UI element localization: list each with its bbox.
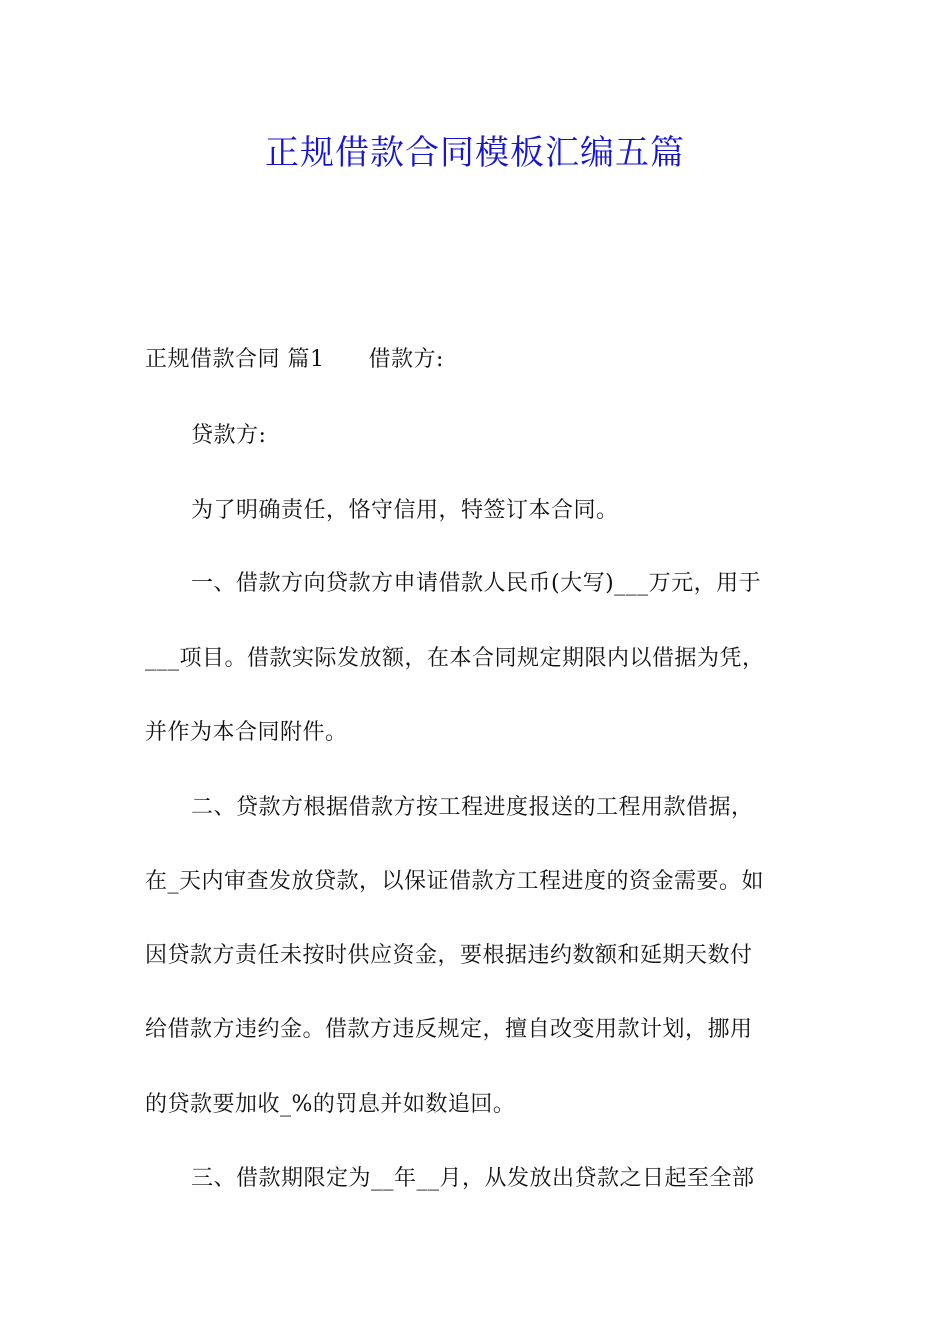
- paragraph-line: 二、贷款方根据借款方按工程进度报送的工程用款借据，: [191, 795, 754, 820]
- paragraph-line: 并作为本合同附件。: [145, 720, 348, 745]
- paragraph-line: 为了明确责任，恪守信用，特签订本合同。: [191, 498, 619, 523]
- lender-label: 贷款方:: [191, 423, 267, 448]
- document-title: 正规借款合同模板汇编五篇: [265, 133, 685, 173]
- paragraph-line: 给借款方违约金。借款方违反规定，擅自改变用款计划，挪用: [145, 1017, 753, 1042]
- paragraph-line: ___项目。借款实际发放额，在本合同规定期限内以借据为凭，: [145, 646, 765, 671]
- paragraph-line: 在_天内审查发放贷款，以保证借款方工程进度的资金需要。如: [145, 869, 765, 894]
- borrower-label: 借款方:: [368, 347, 444, 372]
- section-heading-line: [145, 343, 815, 377]
- paragraph-line: 三、借款期限定为__年__月，从发放出贷款之日起至全部: [191, 1166, 755, 1191]
- paragraph-line: 因贷款方责任未按时供应资金，要根据违约数额和延期天数付: [145, 943, 753, 968]
- section-title: 正规借款合同 篇1: [145, 347, 325, 372]
- paragraph-line: 的贷款要加收_%的罚息并如数追回。: [145, 1092, 516, 1117]
- paragraph-line: 一、借款方向贷款方申请借款人民币(大写)___万元，用于: [191, 571, 762, 596]
